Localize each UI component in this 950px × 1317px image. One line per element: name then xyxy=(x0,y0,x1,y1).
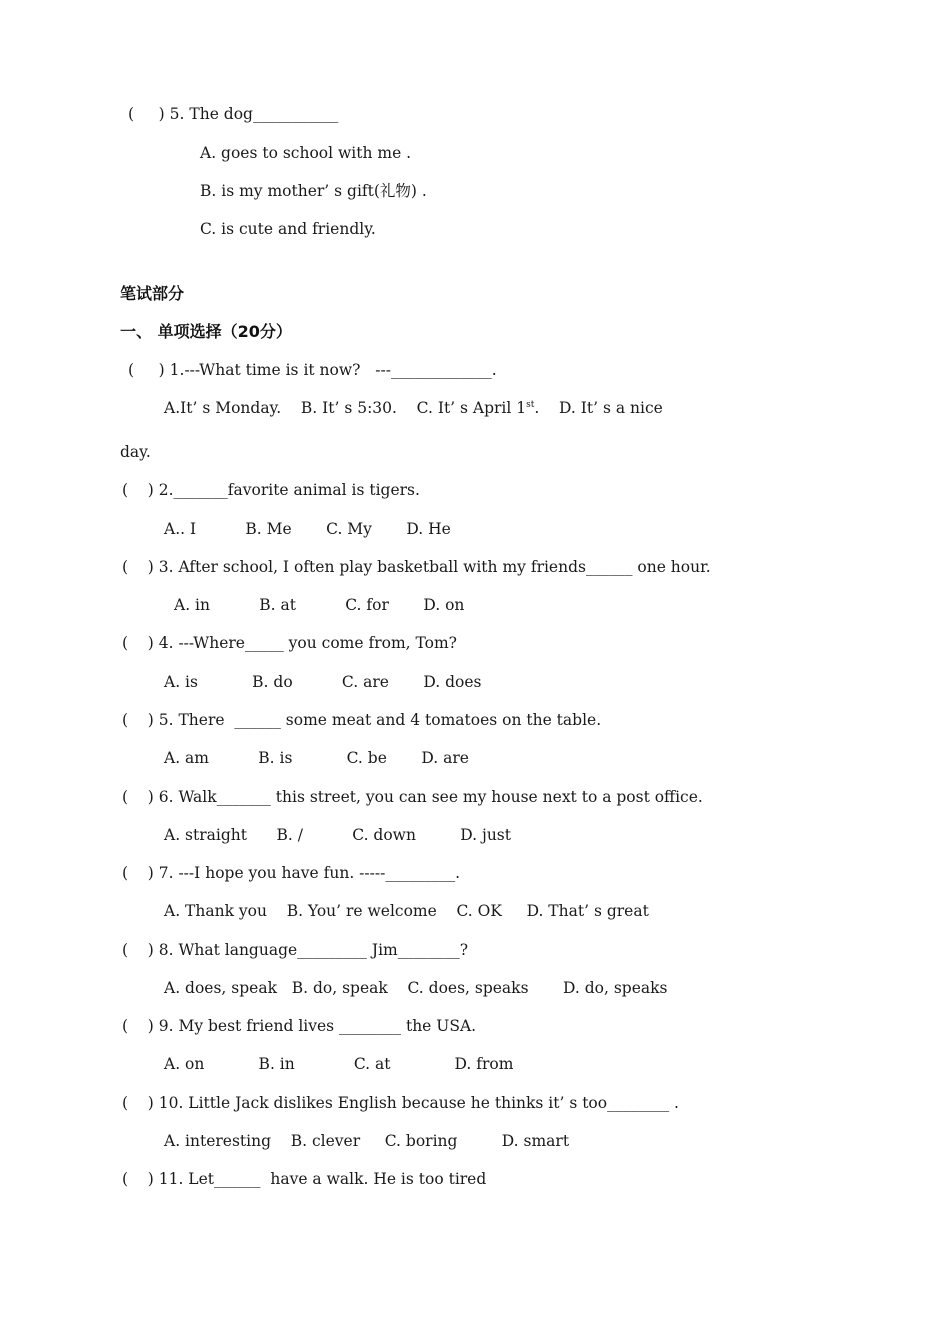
option-line: A. in B. at C. for D. on xyxy=(174,596,465,614)
option-text: . D. It’ s a nice xyxy=(534,399,663,417)
question-stem: ( ) 5. The dog___________ xyxy=(128,105,339,123)
question-stem: ( ) 6. Walk_______ this street, you can see my house next to a post office. xyxy=(122,788,703,806)
option-line: A. Thank you B. You’ re welcome C. OK D. That’ s great xyxy=(164,902,649,920)
option-line: A. straight B. / C. down D. just xyxy=(164,826,511,844)
section-title: 笔试部分 xyxy=(120,284,185,303)
superscript-text: st xyxy=(526,400,535,410)
part-title: 一、 单项选择（20分） xyxy=(120,322,292,341)
option-line: A. goes to school with me . xyxy=(200,144,412,162)
question-stem: ( ) 2._______favorite animal is tigers. xyxy=(122,481,420,499)
question-stem: ( ) 7. ---I hope you have fun. -----_________. xyxy=(122,864,461,882)
question-stem: ( ) 9. My best friend lives ________ the USA. xyxy=(122,1017,477,1035)
question-stem: ( ) 5. There ______ some meat and 4 tomatoes on the table. xyxy=(122,711,602,729)
option-line: A.. I B. Me C. My D. He xyxy=(164,520,451,538)
option-line: A. is B. do C. are D. does xyxy=(164,673,482,691)
option-line: A. on B. in C. at D. from xyxy=(164,1055,514,1073)
option-line-wrap: day. xyxy=(120,443,151,461)
question-stem: ( ) 3. After school, I often play basketball with my friends______ one hour. xyxy=(122,558,711,576)
option-line: A. interesting B. clever C. boring D. smart xyxy=(164,1132,570,1150)
option-line xyxy=(164,401,663,417)
question-stem: ( ) 8. What language_________ Jim________? xyxy=(122,941,469,959)
option-line: B. is my mother’ s gift(礼物) . xyxy=(200,182,427,200)
option-line: A. am B. is C. be D. are xyxy=(164,749,469,767)
option-line: A. does, speak B. do, speak C. does, speaks D. do, speaks xyxy=(164,979,668,997)
question-stem: ( ) 4. ---Where_____ you come from, Tom? xyxy=(122,634,457,652)
question-stem: ( ) 1.---What time is it now? ---_____________. xyxy=(128,361,497,379)
option-text: A.It’ s Monday. B. It’ s 5:30. C. It’ s April 1 xyxy=(164,399,527,417)
option-line: C. is cute and friendly. xyxy=(200,220,376,238)
question-stem: ( ) 11. Let______ have a walk. He is too tired xyxy=(122,1170,487,1188)
question-stem: ( ) 10. Little Jack dislikes English because he thinks it’ s too________ . xyxy=(122,1094,679,1112)
